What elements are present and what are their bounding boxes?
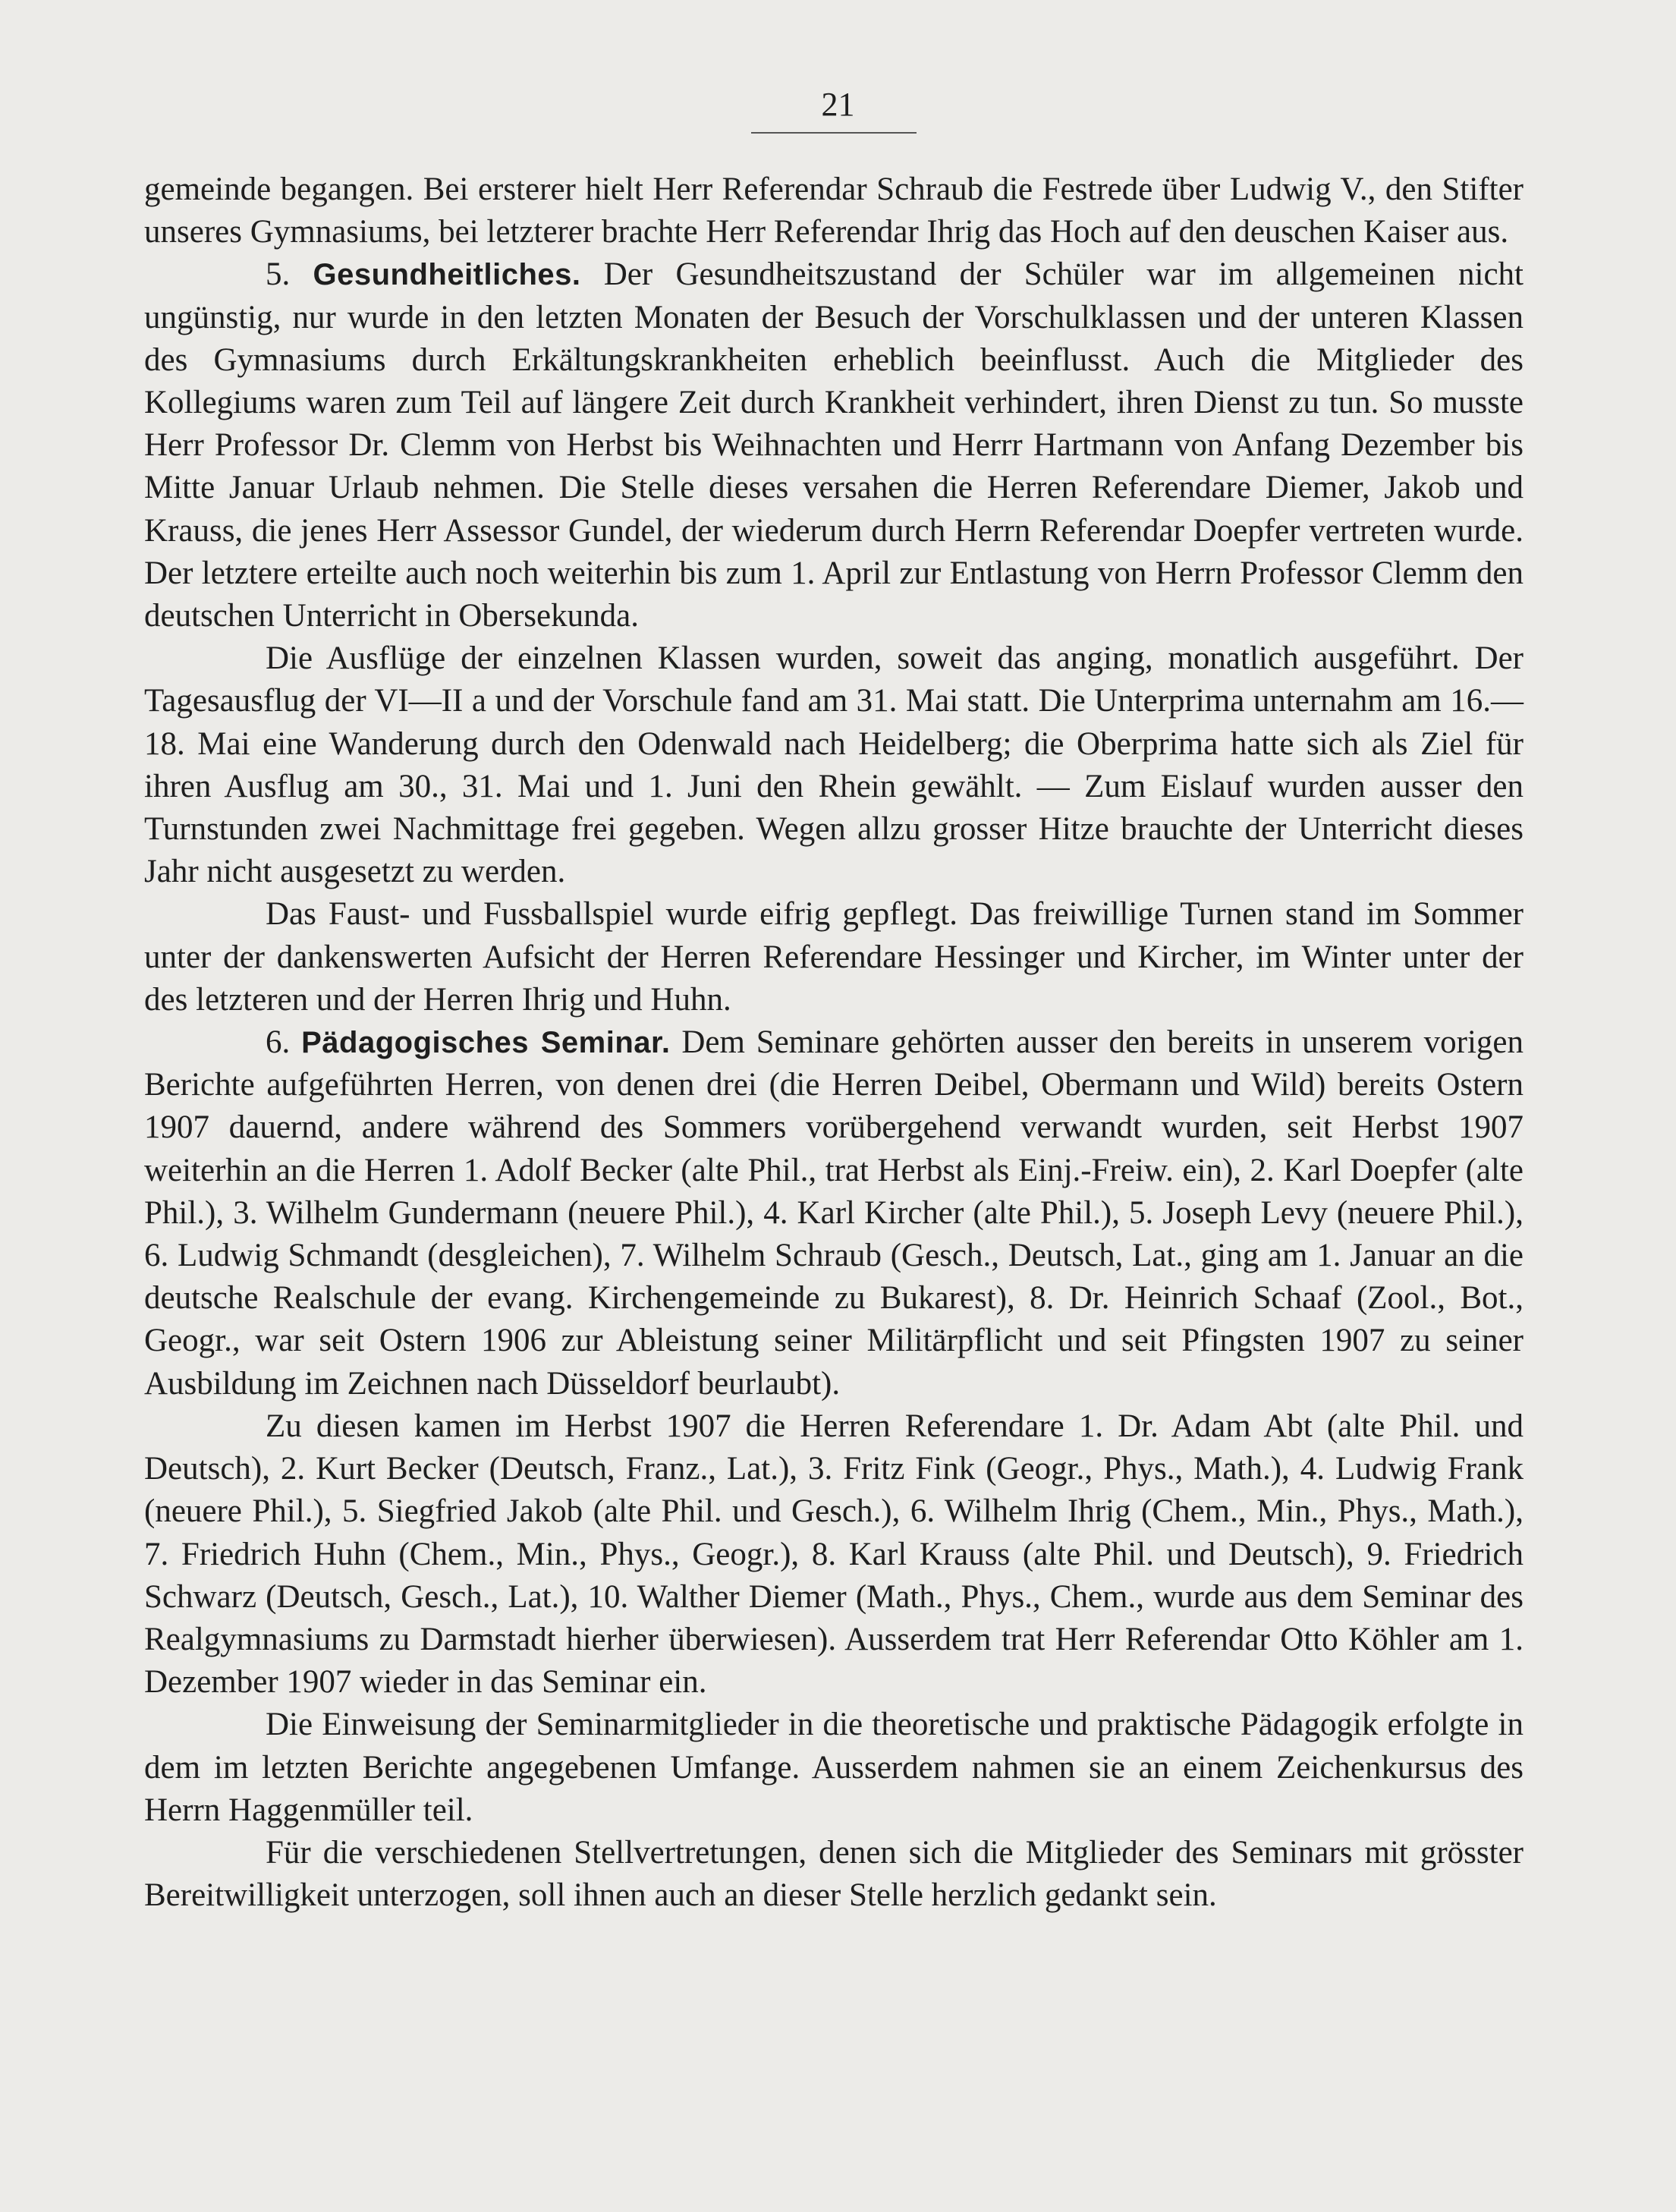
section-text-health: Der Gesundheitszustand der Schüler war im allgemeinen nicht ungünstig, nur wurde in den letzten Monaten der Besuch der Vorschulklassen und der unteren Klassen des Gymnasiums durch Erkältungskrankheiten erheblich beeinflusst. Auch die Mitglieder des Kollegiums waren zum Teil auf längere Zeit durch Krankheit verhindert, ihren Dienst zu tun. So musste Herr Professor Dr. Clemm von Herbst bis Weihnachten und Herrr Hartmann von Anfang Dezember bis Mitte Januar Urlaub nehmen. Die Stelle dieses versahen die Herren Referendare Diemer, Jakob und Krauss, die jenes Herr Assessor Gundel, der wiederum durch Herrn Referendar Doepfer vertreten wurde. Der letztere erteilte auch noch weiterhin bis zum 1. April zur Entlastung von Herrn Professor Clemm den deutschen Unterricht in Obersekunda. — [144, 256, 1523, 634]
paragraph-seminar — [144, 1021, 1523, 1405]
paragraph-instruction: Die Einweisung der Seminarmitglieder in die theoretische und praktische Pädagogik erfolgte in dem im letzten Berichte angegebenen Umfange. Ausserdem nahmen sie an einem Zeichenkursus des Herrn Haggenmüller teil. — [144, 1707, 1523, 1828]
section-heading-seminar: Pädagogisches Seminar. — [301, 1026, 671, 1060]
paragraph-excursions: Die Ausflüge der einzelnen Klassen wurden, soweit das anging, monatlich ausgeführt. Der Tagesausflug der VI—II a und der Vorschule fand am 31. Mai statt. Die Unterprima unternahm am 16.—18. Mai eine Wanderung durch den Odenwald nach Heidelberg; die Oberprima hatte sich als Ziel für ihren Ausflug am 30., 31. Mai und 1. Juni den Rhein gewählt. — Zum Eislauf wurden ausser den Turnstunden zwei Nachmittage frei gegeben. Wegen allzu grosser Hitze brauchte der Unterricht dieses Jahr nicht ausgesetzt zu werden. — [144, 640, 1523, 890]
paragraph-intro: gemeinde begangen. Bei ersterer hielt Herr Referendar Schraub die Festrede über Ludwig V., den Stifter unseres Gymnasiums, bei letzterer brachte Herr Referendar Ihrig das Hoch auf den deuschen Kaiser aus. — [144, 171, 1523, 250]
page-number: 21 — [821, 86, 855, 123]
header-rule — [751, 132, 917, 134]
paragraph-new-members: Zu diesen kamen im Herbst 1907 die Herren Referendare 1. Dr. Adam Abt (alte Phil. und Deutsch), 2. Kurt Becker (Deutsch, Franz., Lat.), 3. Fritz Fink (Geogr., Phys., Math.), 4. Ludwig Frank (neuere Phil.), 5. Siegfried Jakob (alte Phil. und Gesch.), 6. Wilhelm Ihrig (Chem., Min., Phys., Math.), 7. Friedrich Huhn (Chem., Min., Phys., Geogr.), 8. Karl Krauss (alte Phil. und Deutsch), 9. Friedrich Schwarz (Deutsch, Gesch., Lat.), 10. Walther Diemer (Math., Phys., Chem., wurde aus dem Seminar des Realgymnasiums zu Darmstadt hierher überwiesen). Ausserdem trat Herr Referendar Otto Köhler am 1. Dezember 1907 wieder in das Seminar ein. — [144, 1408, 1523, 1701]
section-number-seminar: 6. — [266, 1024, 291, 1061]
paragraph-health — [144, 253, 1523, 637]
section-number-health: 5. — [266, 256, 291, 293]
section-text-seminar: Dem Seminare gehörten ausser den bereits in unserem vorigen Berichte aufgeführten Herren, von denen drei (die Herren Deibel, Obermann und Wild) bereits Ostern 1907 dauernd, andere während des Sommers vorübergehend verwandt wurden, seit Herbst 1907 weiterhin an die Herren 1. Adolf Becker (alte Phil., trat Herbst als Einj.-Freiw. ein), 2. Karl Doepfer (alte Phil.), 3. Wilhelm Gundermann (neuere Phil.), 4. Karl Kircher (alte Phil.), 5. Joseph Levy (neuere Phil.), 6. Ludwig Schmandt (desgleichen), 7. Wilhelm Schraub (Gesch., Deutsch, Lat., ging am 1. Januar an die deutsche Realschule der evang. Kirchengemeinde zu Bukarest), 8. Dr. Heinrich Schaaf (Zool., Bot., Geogr., war seit Ostern 1906 zur Ableistung seiner Militärpflicht und seit Pfingsten 1907 zu seiner Ausbildung im Zeichnen nach Düsseldorf beurlaubt). — [144, 1024, 1524, 1402]
paragraph-sports: Das Faust- und Fussballspiel wurde eifrig gepflegt. Das freiwillige Turnen stand im Sommer unter der dankenswerten Aufsicht der Herren Referendare Hessinger und Kircher, im Winter unter der des letzteren und der Herren Ihrig und Huhn. — [144, 896, 1523, 1018]
document-body — [144, 168, 1523, 1917]
paragraph-thanks: Für die verschiedenen Stellvertretungen, denen sich die Mitglieder des Seminars mit grösster Bereitwilligkeit unterzogen, soll ihnen auch an dieser Stelle herzlich gedankt sein. — [144, 1834, 1523, 1914]
section-heading-health: Gesundheitliches. — [313, 258, 581, 292]
